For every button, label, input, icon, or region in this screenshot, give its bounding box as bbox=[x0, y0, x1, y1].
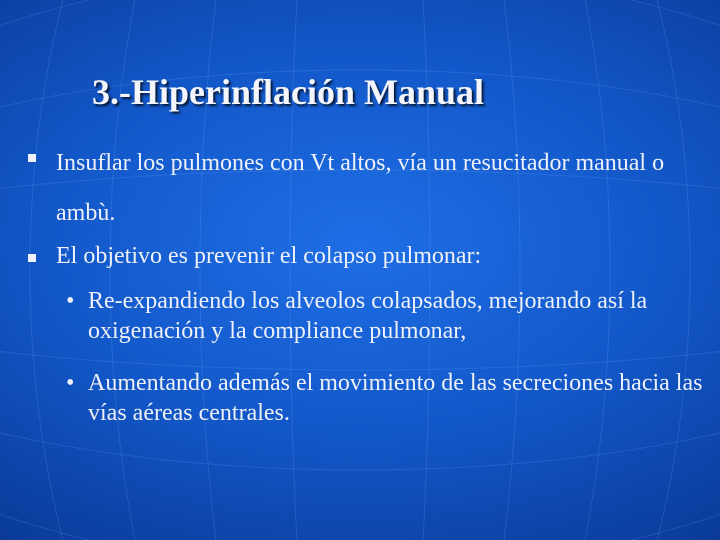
bullet-text-1: Insuflar los pulmones con Vt altos, vía un resucitador manual o ambù. bbox=[56, 150, 665, 226]
dot-bullet-icon: • bbox=[66, 370, 75, 396]
sub-bullet-item-2 bbox=[66, 368, 714, 428]
dot-bullet-icon: • bbox=[66, 288, 75, 314]
square-bullet-icon bbox=[28, 254, 36, 262]
slide-title: 3.-Hiperinflación Manual bbox=[92, 72, 485, 112]
sub-bullet-text-2: Aumentando además el movimiento de las secreciones hacia las vías aéreas centrales. bbox=[88, 370, 703, 426]
bullet-text-2: El objetivo es prevenir el colapso pulmonar: bbox=[56, 243, 482, 269]
sub-bullet-item-1 bbox=[66, 286, 714, 346]
sub-bullet-text-1: Re-expandiendo los alveolos colapsados, mejorando así la oxigenación y la compliance pulmonar, bbox=[88, 288, 648, 344]
square-bullet-icon bbox=[28, 154, 36, 162]
